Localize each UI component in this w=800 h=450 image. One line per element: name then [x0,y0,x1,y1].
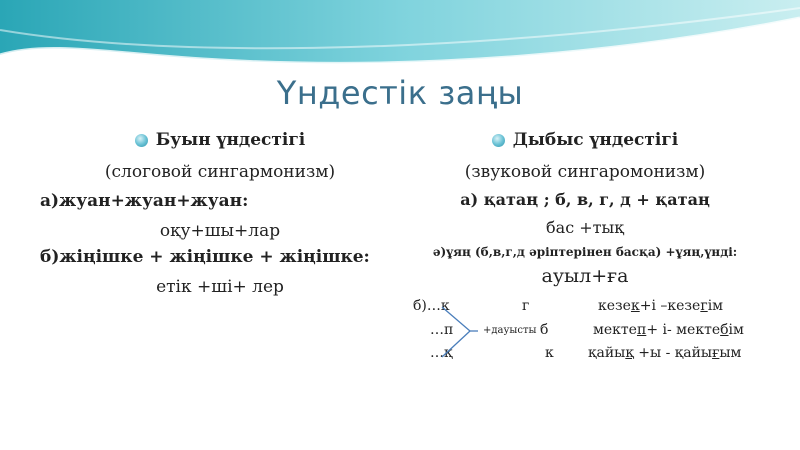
row-3-post: ым [719,345,742,361]
row-1-u2: г [700,298,708,314]
right-heading-text: Дыбыс үндестігі [512,130,679,150]
right-example-a: бас +тық [546,218,624,237]
left-example-b: етік +ші+ лер [156,277,284,297]
arrow-label: +дауысты [483,325,537,336]
left-line-a: а)жуан+жуан+жуан: [40,191,249,211]
row-1-u1: к [630,298,640,314]
row-2-post: ім [728,322,744,338]
right-subheading: (звуковой сингаромонизм) [464,162,706,182]
row-3-mid: +ы - қайы [633,345,713,361]
row-1-post: ім [707,298,724,314]
left-subheading: (слоговой сингармонизм) [104,162,336,182]
row-3-example [588,345,741,361]
row-2-u2: б [720,322,729,338]
row-2-letter: б [540,322,549,338]
row-1-letter: г [522,298,530,314]
row-2-u1: п [636,322,647,338]
left-example-a: оқу+шы+лар [159,221,281,241]
row-2-example [593,322,744,338]
row-2-pre: мекте [593,322,637,338]
row-2-mid: + і- мекте [646,322,721,338]
row-1-pre: кезе [598,298,631,314]
right-line-a: а) қатаң ; б, в, г, д + қатаң [460,190,710,209]
row-3-u1: қ [625,345,634,361]
page-title: Үндестік заңы [276,74,524,112]
right-line-e: ә)ұяң (б,в,г,д әріптерінен басқа) +ұяң,үнді: [432,245,738,259]
right-column [405,130,765,287]
right-example-e: ауыл+ға [541,265,629,287]
right-heading [405,130,765,150]
row-1-mid: +і –кезе [639,298,701,314]
row-3-u2: ғ [712,345,720,361]
left-heading [40,130,400,150]
left-line-b: б)жіңішке + жіңішке + жіңішке: [40,247,370,267]
row-1-prefix: б)…к [413,298,450,314]
row-3-prefix: …қ [430,345,453,361]
left-column [40,130,400,297]
row-3-pre: қайы [588,345,626,361]
bracket-arrows [440,297,490,367]
bullet-icon [492,134,505,147]
row-1-example [598,298,723,314]
row-2-prefix: …п [430,322,454,338]
left-heading-text: Буын үндестігі [155,130,306,150]
bullet-icon [135,134,148,147]
header-wave [0,0,800,75]
row-3-letter: к [545,345,554,361]
